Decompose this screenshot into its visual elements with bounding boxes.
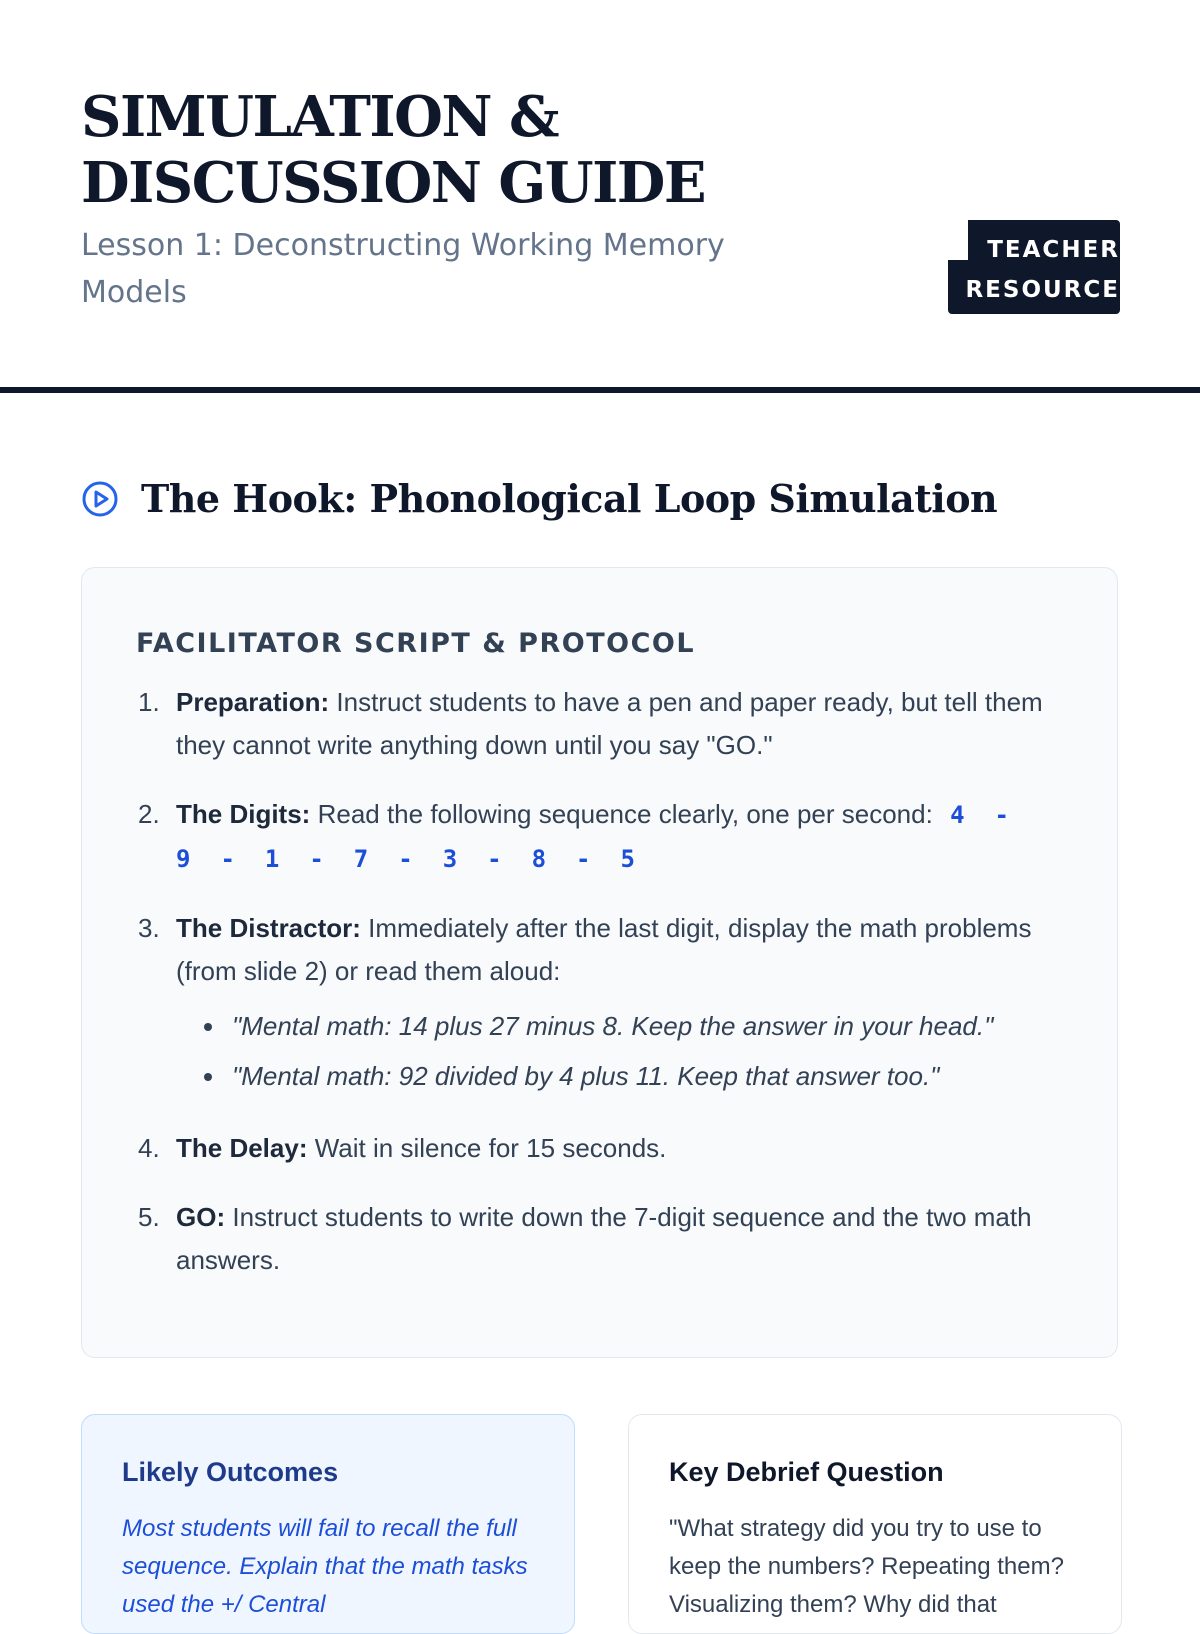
digit-sequence: 4-9-1-7-3-8-5 — [176, 801, 1039, 873]
step-number: 1. — [138, 687, 160, 717]
step-number: 2. — [138, 799, 160, 829]
step-label: The Distractor: — [176, 913, 361, 943]
step-go — [136, 1196, 1066, 1282]
step-text: Read the following sequence clearly, one per second: — [317, 799, 933, 829]
math-problem-item: "Mental math: 92 divided by 4 plus 11. Keep that answer too." — [176, 1051, 1066, 1101]
step-label: The Delay: — [176, 1133, 308, 1163]
step-text: Immediately after the last digit, display the math problems (from slide 2) or read them aloud: — [176, 913, 1032, 986]
facilitator-script-box — [81, 567, 1118, 1358]
step-label: Preparation: — [176, 687, 330, 717]
step-text: Wait in silence for 15 seconds. — [314, 1133, 667, 1163]
step-number: 3. — [138, 913, 160, 943]
step-number: 5. — [138, 1202, 160, 1232]
section-header — [81, 476, 997, 521]
debrief-title: Key Debrief Question — [669, 1457, 944, 1487]
title-line-1: SIMULATION & — [81, 84, 559, 150]
header-divider — [0, 387, 1200, 393]
debrief-body: "What strategy did you try to use to keep the numbers? Repeating them? Visualizing them? Why did that — [669, 1515, 1064, 1618]
lesson-subtitle: Lesson 1: Deconstructing Working Memory Models — [81, 228, 725, 310]
protocol-steps — [136, 681, 1066, 1308]
step-digits — [136, 793, 1066, 881]
step-label: The Digits: — [176, 799, 311, 829]
step-delay — [136, 1127, 1066, 1170]
step-label: GO: — [176, 1202, 226, 1232]
outcomes-title: Likely Outcomes — [122, 1457, 339, 1487]
step-text: Instruct students to have a pen and paper ready, but tell them they cannot write anything down until you say "GO." — [176, 687, 1043, 760]
title-line-2: DISCUSSION GUIDE — [81, 150, 706, 216]
page-title — [81, 84, 1121, 216]
step-preparation — [136, 681, 1066, 767]
step-distractor — [136, 907, 1066, 1101]
key-debrief-card — [628, 1414, 1122, 1634]
outcomes-body: Most students will fail to recall the full sequence. Explain that the math tasks used the +/ Central — [122, 1515, 528, 1618]
badge-label: TEACHER RESOURCE — [965, 237, 1120, 303]
section-title: The Hook: Phonological Loop Simulation — [141, 476, 998, 521]
script-heading: FACILITATOR SCRIPT & PROTOCOL — [136, 628, 696, 659]
math-problem-item: "Mental math: 14 plus 27 minus 8. Keep the answer in your head." — [176, 1001, 1066, 1051]
play-circle-icon — [81, 480, 119, 518]
distractor-problems — [176, 1001, 1066, 1101]
step-text: Instruct students to write down the 7-digit sequence and the two math answers. — [176, 1202, 1032, 1275]
step-number: 4. — [138, 1133, 160, 1163]
likely-outcomes-card — [81, 1414, 575, 1634]
